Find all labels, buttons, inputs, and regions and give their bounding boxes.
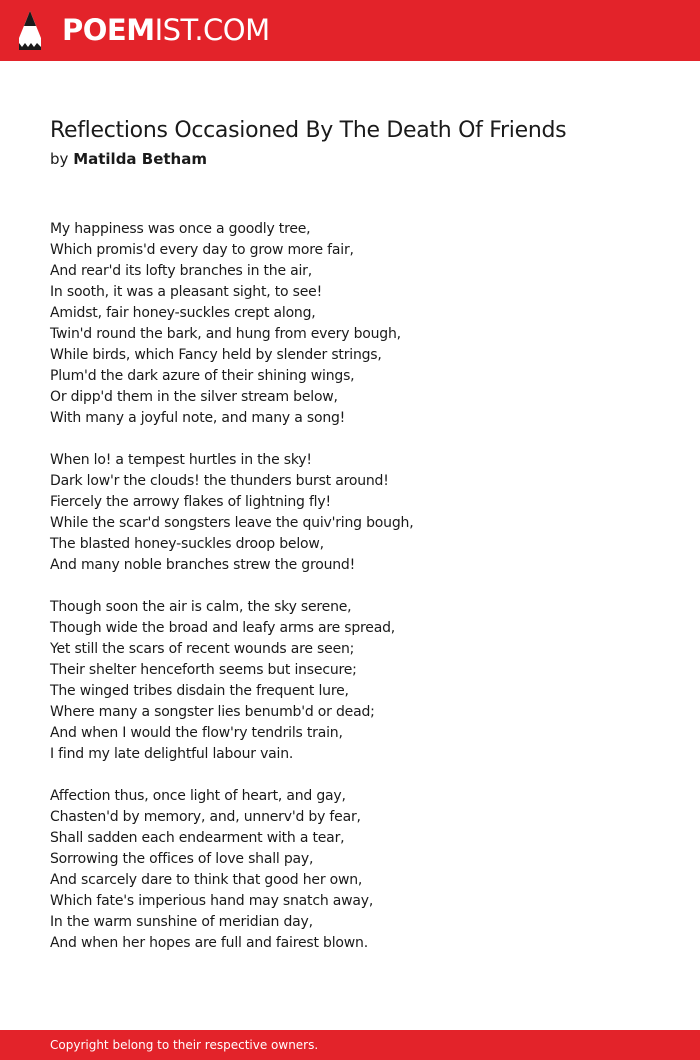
poem-stanza	[50, 597, 670, 765]
byline	[50, 148, 207, 170]
poem-line: Twin'd round the bark, and hung from every bough,	[50, 326, 401, 342]
poem-line: And many noble branches strew the ground!	[50, 557, 356, 573]
poem-line: When lo! a tempest hurtles in the sky!	[50, 452, 312, 468]
poem-line: Fiercely the arrowy flakes of lightning fly!	[50, 494, 331, 510]
poem-line: Where many a songster lies benumb'd or dead;	[50, 704, 375, 720]
poem-line: Affection thus, once light of heart, and gay,	[50, 788, 346, 804]
poem-line: Though soon the air is calm, the sky serene,	[50, 599, 352, 615]
poem-title: Reflections Occasioned By The Death Of Friends	[50, 118, 567, 143]
poem-line: And scarcely dare to think that good her own,	[50, 872, 363, 888]
pencil-tip-icon[interactable]	[18, 10, 42, 51]
poem-line: Amidst, fair honey-suckles crept along,	[50, 305, 316, 321]
site-header	[0, 0, 700, 61]
poem-stanza	[50, 450, 670, 576]
logo-text-light: IST.COM	[154, 13, 270, 47]
copyright-text: Copyright belong to their respective owners.	[50, 1038, 319, 1052]
poem-stanza	[50, 786, 670, 954]
poem-line: Or dipp'd them in the silver stream below,	[50, 389, 338, 405]
poem-body	[50, 219, 670, 954]
poem-line: While birds, which Fancy held by slender strings,	[50, 347, 382, 363]
poem-line: The winged tribes disdain the frequent lure,	[50, 683, 349, 699]
poem-line: Shall sadden each endearment with a tear,	[50, 830, 345, 846]
poem-line: Their shelter henceforth seems but insecure;	[50, 662, 357, 678]
author-name: Matilda Betham	[73, 150, 207, 168]
poem-line: Though wide the broad and leafy arms are spread,	[50, 620, 396, 636]
site-logo[interactable]	[62, 13, 270, 47]
poem-line: In sooth, it was a pleasant sight, to see!	[50, 284, 322, 300]
poem-line: I find my late delightful labour vain.	[50, 746, 294, 762]
poem-line: While the scar'd songsters leave the quiv'ring bough,	[50, 515, 414, 531]
poem-line: My happiness was once a goodly tree,	[50, 221, 311, 237]
poem-line: The blasted honey-suckles droop below,	[50, 536, 324, 552]
poem-line: Dark low'r the clouds! the thunders burst around!	[50, 473, 389, 489]
poem-line: Plum'd the dark azure of their shining wings,	[50, 368, 355, 384]
poem-stanza	[50, 219, 670, 429]
poem-line: Sorrowing the offices of love shall pay,	[50, 851, 314, 867]
site-footer	[0, 1030, 700, 1060]
poem-line: And rear'd its lofty branches in the air,	[50, 263, 312, 279]
poem-line: Yet still the scars of recent wounds are seen;	[50, 641, 355, 657]
poem-line: In the warm sunshine of meridian day,	[50, 914, 313, 930]
poem-line: And when her hopes are full and fairest blown.	[50, 935, 368, 951]
logo-text-bold: POEM	[62, 13, 155, 47]
poem-line: Chasten'd by memory, and, unnerv'd by fear,	[50, 809, 361, 825]
by-label: by	[50, 150, 69, 168]
poem-line: With many a joyful note, and many a song!	[50, 410, 346, 426]
poem-line: And when I would the flow'ry tendrils train,	[50, 725, 343, 741]
poem-line: Which fate's imperious hand may snatch away,	[50, 893, 374, 909]
poem-line: Which promis'd every day to grow more fair,	[50, 242, 354, 258]
